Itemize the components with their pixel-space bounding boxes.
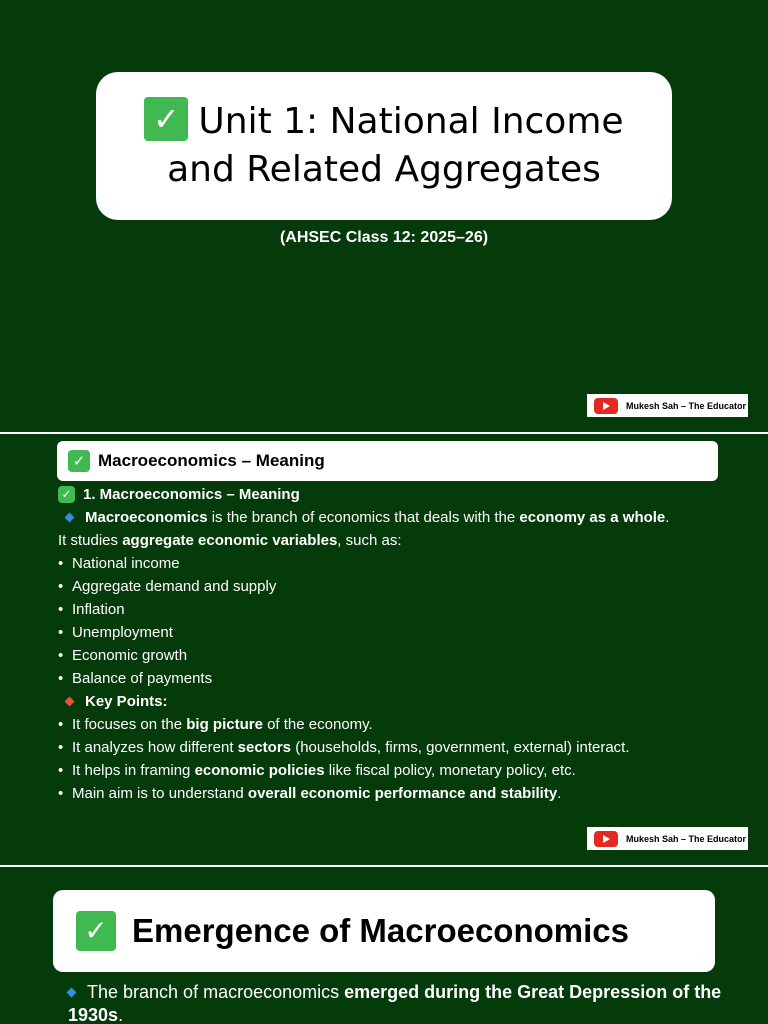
blue-diamond-icon	[65, 512, 75, 522]
slide-header-text: Macroeconomics – Meaning	[98, 451, 325, 470]
list-item-text: National income	[72, 555, 180, 572]
list-item-text: Economic growth	[72, 647, 188, 664]
meaning-slide	[0, 434, 768, 865]
check-icon: ✓	[76, 911, 116, 951]
kp-text: Main aim is to understand	[72, 785, 248, 802]
channel-badge[interactable]	[587, 827, 748, 850]
list-item-text: Balance of payments	[72, 670, 213, 687]
list-item	[58, 552, 748, 575]
bullet-icon: •	[58, 601, 64, 618]
key-point	[58, 736, 748, 759]
key-point	[58, 713, 748, 736]
youtube-icon	[594, 398, 618, 414]
slide-header	[57, 441, 718, 481]
kp-text: It focuses on the	[72, 716, 187, 733]
channel-name: Mukesh Sah – The Educator	[626, 833, 747, 844]
red-diamond-icon	[65, 696, 75, 706]
check-icon: ✓	[68, 450, 90, 472]
bullet-icon: •	[58, 762, 64, 779]
kp-emphasis: big picture	[186, 716, 263, 733]
studies-line	[58, 529, 748, 552]
kp-end: (households, firms, government, external) interact.	[291, 739, 630, 756]
kp-end: .	[557, 785, 562, 802]
list-item-text: Aggregate demand and supply	[72, 578, 277, 595]
subtitle: (AHSEC Class 12: 2025–26)	[279, 229, 489, 246]
title-line-2: and Related Aggregates	[167, 149, 601, 190]
emergence-end: .	[118, 1005, 124, 1024]
unit-title	[144, 98, 623, 194]
studies-text: It studies	[58, 532, 123, 549]
slide-content	[58, 483, 748, 805]
emergence-text-a: The branch of macroeconomics	[87, 982, 345, 1002]
kp-end: like fiscal policy, monetary policy, etc.	[324, 762, 576, 779]
list-item	[58, 644, 748, 667]
key-point	[58, 759, 748, 782]
list-item-text: Unemployment	[72, 624, 173, 641]
bullet-icon: •	[58, 670, 64, 687]
list-item-text: Inflation	[72, 601, 125, 618]
bullet-icon: •	[58, 555, 64, 572]
list-item	[58, 667, 748, 690]
channel-badge[interactable]	[587, 394, 748, 417]
intro-line	[58, 506, 748, 529]
check-icon: ✓	[144, 97, 188, 141]
title-line-1: Unit 1: National Income	[198, 101, 624, 142]
emergence-emphasis: emerged during the Great Depression of the 1930s	[68, 982, 722, 1024]
intro-emphasis: economy as a whole	[519, 509, 666, 526]
kp-emphasis: sectors	[237, 739, 292, 756]
slide-header	[53, 890, 715, 972]
intro-text: is the branch of economics that deals with the	[207, 509, 520, 526]
list-item	[58, 598, 748, 621]
kp-text: It analyzes how different	[72, 739, 238, 756]
bullet-icon: •	[58, 739, 64, 756]
key-points-text: Key Points:	[85, 693, 168, 710]
kp-emphasis: overall economic performance and stability	[247, 785, 558, 802]
channel-name: Mukesh Sah – The Educator	[626, 400, 747, 411]
intro-end: .	[665, 509, 670, 526]
bullet-icon: •	[58, 785, 64, 802]
kp-emphasis: economic policies	[194, 762, 325, 779]
blue-diamond-icon	[67, 987, 77, 997]
emergence-slide	[0, 867, 768, 1024]
kp-text: It helps in framing	[72, 762, 195, 779]
emergence-text	[68, 981, 748, 1024]
key-points-title	[58, 690, 748, 713]
studies-emphasis: aggregate economic variables	[122, 532, 338, 549]
section-title	[58, 483, 748, 506]
intro-term: Macroeconomics	[85, 509, 208, 526]
bullet-icon: •	[58, 716, 64, 733]
check-icon: ✓	[58, 486, 75, 503]
bullet-icon: •	[58, 647, 64, 664]
bullet-icon: •	[58, 578, 64, 595]
key-point	[58, 782, 748, 805]
bullet-icon: •	[58, 624, 64, 641]
youtube-icon	[594, 831, 618, 847]
section-title-text: 1. Macroeconomics – Meaning	[83, 486, 300, 503]
list-item	[58, 621, 748, 644]
title-card	[96, 72, 672, 220]
kp-end: of the economy.	[262, 716, 373, 733]
list-item	[58, 575, 748, 598]
title-slide	[0, 0, 768, 432]
slide-header-text: Emergence of Macroeconomics	[132, 912, 629, 949]
studies-end: , such as:	[337, 532, 402, 549]
